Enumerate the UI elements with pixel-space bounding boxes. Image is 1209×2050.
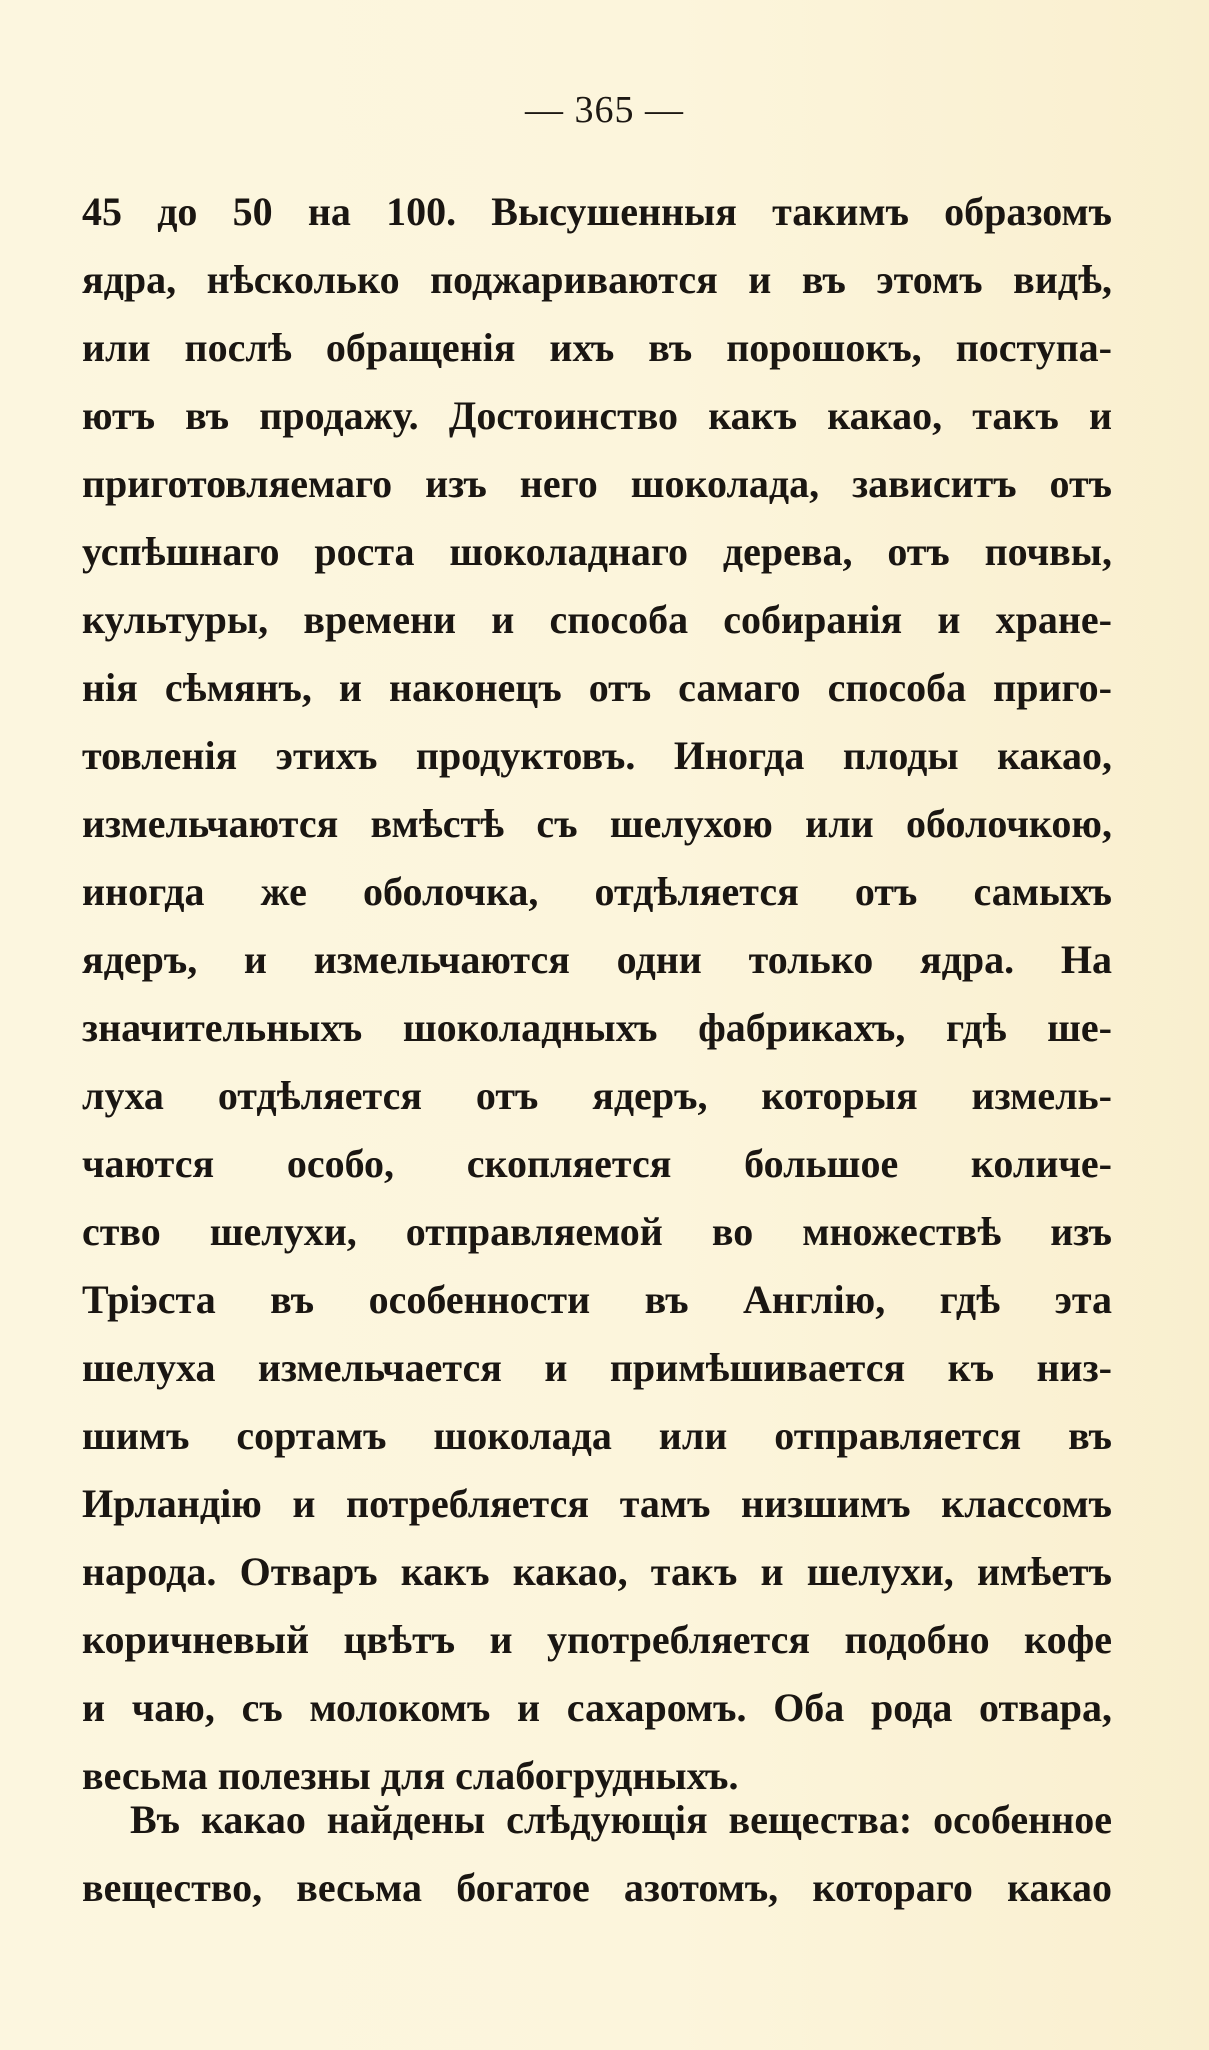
text-line: вещество, весьма богатое азотомъ, котораго какао [82,1865,1112,1910]
text-line: или послѣ обращенія ихъ въ порошокъ, поступа- [82,325,1112,370]
text-line: шелуха измельчается и примѣшивается къ низ- [82,1345,1112,1390]
text-line: иногда же оболочка, отдѣляется отъ самыхъ [82,869,1112,914]
text-line: Тріэста въ особенности въ Англію, гдѣ эта [82,1277,1112,1322]
text-line: ство шелухи, отправляемой во множествѣ изъ [82,1209,1112,1254]
text-line: чаются особо, скопляется большое количе- [82,1141,1112,1186]
paragraph-1 [82,178,1112,1810]
text-line: Ирландію и потребляется тамъ низшимъ классомъ [82,1481,1112,1526]
text-line: приготовляемаго изъ него шоколада, зависитъ отъ [82,461,1112,506]
text-line: 45 до 50 на 100. Высушенныя такимъ образомъ [82,189,1112,234]
text-line: шимъ сортамъ шоколада или отправляется въ [82,1413,1112,1458]
text-line: народа. Отваръ какъ какао, такъ и шелухи, имѣетъ [82,1549,1112,1594]
text-line: ядра, нѣсколько поджариваются и въ этомъ видѣ, [82,257,1112,302]
paragraph-2 [82,1786,1112,1922]
page-number: — 365 — [525,89,684,131]
text-line: успѣшнаго роста шоколаднаго дерева, отъ почвы, [82,529,1112,574]
text-line: товленія этихъ продуктовъ. Иногда плоды какао, [82,733,1112,778]
text-line: культуры, времени и способа собиранія и хране- [82,597,1112,642]
text-line: и чаю, съ молокомъ и сахаромъ. Оба рода отвара, [82,1685,1112,1730]
text-line: луха отдѣляется отъ ядеръ, которыя измель- [82,1073,1112,1118]
text-line: нія сѣмянъ, и наконецъ отъ самаго способа приго- [82,665,1112,710]
text-line: ютъ въ продажу. Достоинство какъ какао, такъ и [82,393,1112,438]
text-line: ядеръ, и измельчаются одни только ядра. На [82,937,1112,982]
text-line: измельчаются вмѣстѣ съ шелухою или оболочкою, [82,801,1112,846]
text-line: значительныхъ шоколадныхъ фабрикахъ, гдѣ ше- [82,1005,1112,1050]
text-line: коричневый цвѣтъ и употребляется подобно кофе [82,1617,1112,1662]
text-line: весьма полезны для слабогрудныхъ. [82,1753,739,1798]
text-line: Въ какао найдены слѣдующія вещества: особенное [130,1797,1112,1842]
